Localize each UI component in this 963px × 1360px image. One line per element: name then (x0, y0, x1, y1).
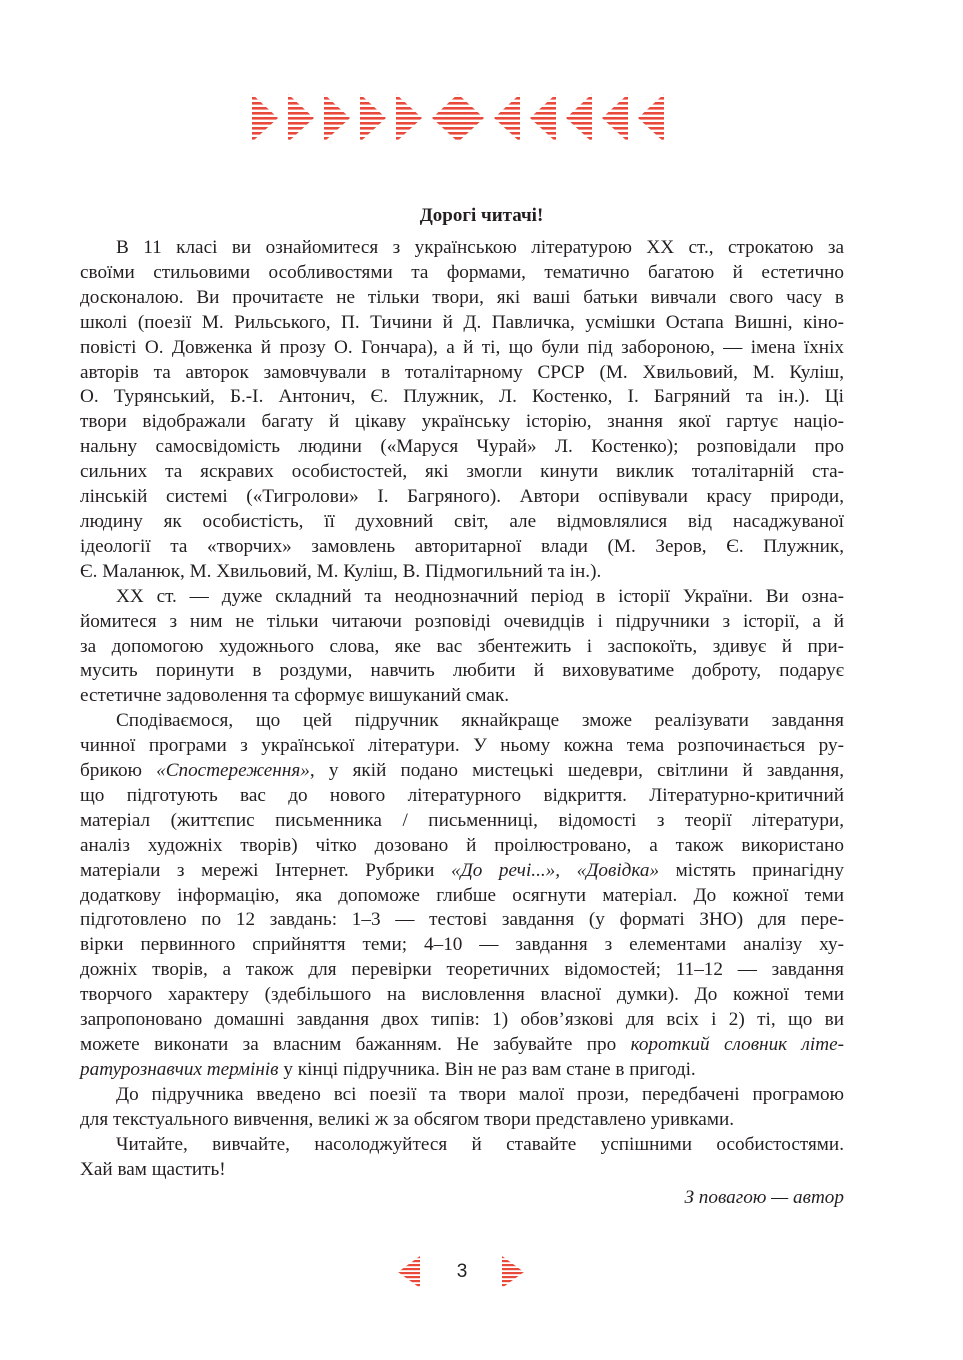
text-line: лінській системі («Тигролови» І. Багряного). Автори оспівували красу природи, (80, 486, 844, 508)
text-line: брикою «Спостереження», у якій подано мистецькі шедеври, світлини й завдання, (80, 760, 845, 782)
text-line: Є. Маланюк, М. Хвильовий, М. Куліш, В. Підмогильний та ін.). (80, 560, 602, 582)
text-line: естетичне задоволення та сформує вишуканий смак. (80, 685, 510, 707)
text-line: ХХ ст. — дуже складний та неоднозначний період в історії України. Ви озна- (116, 585, 844, 607)
left-stripe-triangle-icon (398, 1256, 420, 1288)
text-line: ратурознавчих термінів у кінці підручника. Він не раз вам стане в пригоді. (80, 1058, 696, 1080)
text-line: досконалою. Ви прочитаєте не тільки твори, які ваші батьки вивчали свого часу в (80, 286, 844, 308)
left-triangle-icon (638, 94, 664, 142)
right-triangle-icon (396, 94, 422, 142)
page-footer (0, 1256, 963, 1292)
left-triangle-icon (494, 94, 520, 142)
text-line: школі (поезії М. Рильського, П. Тичини й Д. Павличка, усмішки Остапа Вишні, кіно- (80, 311, 844, 333)
text-line: О. Турянський, Б.-І. Антонич, Є. Плужник, Л. Костенко, І. Багряний та ін.). Ці (80, 386, 844, 408)
text-line: додаткову інформацію, яка допоможе глибше осягнути матеріал. До кожної теми (80, 884, 844, 906)
text-line: своїми стильовими особливостями та формами, тематично багатою й естетично (80, 261, 844, 283)
text-line: підготовлено по 12 завдань: 1–3 — тестові завдання (у форматі ЗНО) для пере- (80, 909, 844, 931)
text-line: творчого характеру (здебільшого на висловлення власної думки). До кожної теми (80, 984, 844, 1006)
diamond-icon (432, 94, 484, 142)
paragraph (80, 709, 844, 1083)
right-stripe-triangle-icon (502, 1256, 524, 1288)
text-line: Читайте, вивчайте, насолоджуйтеся й ставайте успішними особистостями. (116, 1133, 844, 1155)
text-line: матеріал (життєпис письменника / письменниці, відомості з теорії літератури, (80, 809, 844, 831)
right-triangle-icon (360, 94, 386, 142)
text-line: авторів та авторок замовчували в тоталітарному СРСР (М. Хвильовий, М. Куліш, (80, 361, 844, 383)
triangle-stripe-ornament (252, 92, 664, 144)
text-line: вірки первинного сприйняття теми; 4–10 — завдання з елементами аналізу ху- (80, 934, 844, 956)
text-line: за допомогою художнього слова, яке вас збентежить і заспокоїть, здивує й при- (80, 635, 844, 657)
left-triangle-icon (602, 94, 628, 142)
right-triangle-icon (288, 94, 314, 142)
text-line: запропоновано домашні завдання двох типів: 1) обов’язкові для всіх і 2) ті, що ви (80, 1009, 844, 1031)
right-triangle-icon (252, 94, 278, 142)
text-line: матеріали з мережі Інтернет. Рубрики «До речі...», «Довідка» містять принагідну (80, 859, 844, 881)
text-line: нальну самосвідомість людини («Маруся Чурай» Л. Костенко); розповідали про (80, 436, 844, 458)
page-title: Дорогі читачі! (419, 205, 544, 226)
text-line: чинної програми з української літератури. У ньому кожна тема розпочинається ру- (80, 735, 844, 757)
paragraph (80, 236, 844, 585)
text-line: можете виконати за власним бажанням. Не забувайте про короткий словник літе- (80, 1034, 844, 1055)
text-line: що підготують вас до нового літературного відкриття. Літературно-критичний (80, 784, 844, 806)
text-line: йомитеся з ним не тільки читаючи розповіді очевидців і підручники з історії, а й (80, 610, 844, 632)
signature: З повагою — автор (684, 1187, 844, 1209)
text-line: дожніх творів, а також для перевірки теоретичних відомостей; 11–12 — завдання (80, 959, 844, 981)
right-triangle-icon (324, 94, 350, 142)
page-number: 3 (456, 1261, 468, 1282)
text-line: людину як особистість, її духовний світ, але відмовлялися від насаджуваної (80, 510, 844, 532)
text-line: В 11 класі ви ознайомитеся з українською літературою ХХ ст., строкатою за (116, 237, 844, 258)
text-line: для текстуального вивчення, великі ж за обсягом твори представлено уривками. (80, 1108, 735, 1130)
paragraph (80, 1083, 844, 1133)
text-line: сильних та яскравих особистостей, які змогли кинути виклик тоталітарній ста- (80, 461, 844, 483)
text-line: Хай вам щастить! (80, 1158, 226, 1180)
paragraph (80, 585, 844, 710)
text-line: ідеології та «творчих» замовлень авторитарної влади (М. Зеров, Є. Плужник, (80, 535, 844, 557)
body-text (80, 236, 844, 1211)
text-line: аналіз художніх творів) чітко дозовано й проілюстровано, а також використано (80, 834, 844, 856)
left-triangle-icon (566, 94, 592, 142)
text-line: твори відображали багату й цікаву українську історію, знання якої гартує націо- (80, 411, 844, 433)
text-line: Сподіваємося, що цей підручник якнайкраще зможе реалізувати завдання (116, 710, 844, 732)
text-line: мусить поринути в роздуми, навчить любити й виховуватиме доброту, подарує (80, 660, 844, 682)
left-triangle-icon (530, 94, 556, 142)
text-line: До підручника введено всі поезії та твори малої прози, передбачені програмою (116, 1083, 844, 1105)
text-line: повісті О. Довженка й прозу О. Гончара), а й ті, що були під забороною, — імена їхніх (80, 336, 844, 358)
paragraph (80, 1133, 844, 1183)
